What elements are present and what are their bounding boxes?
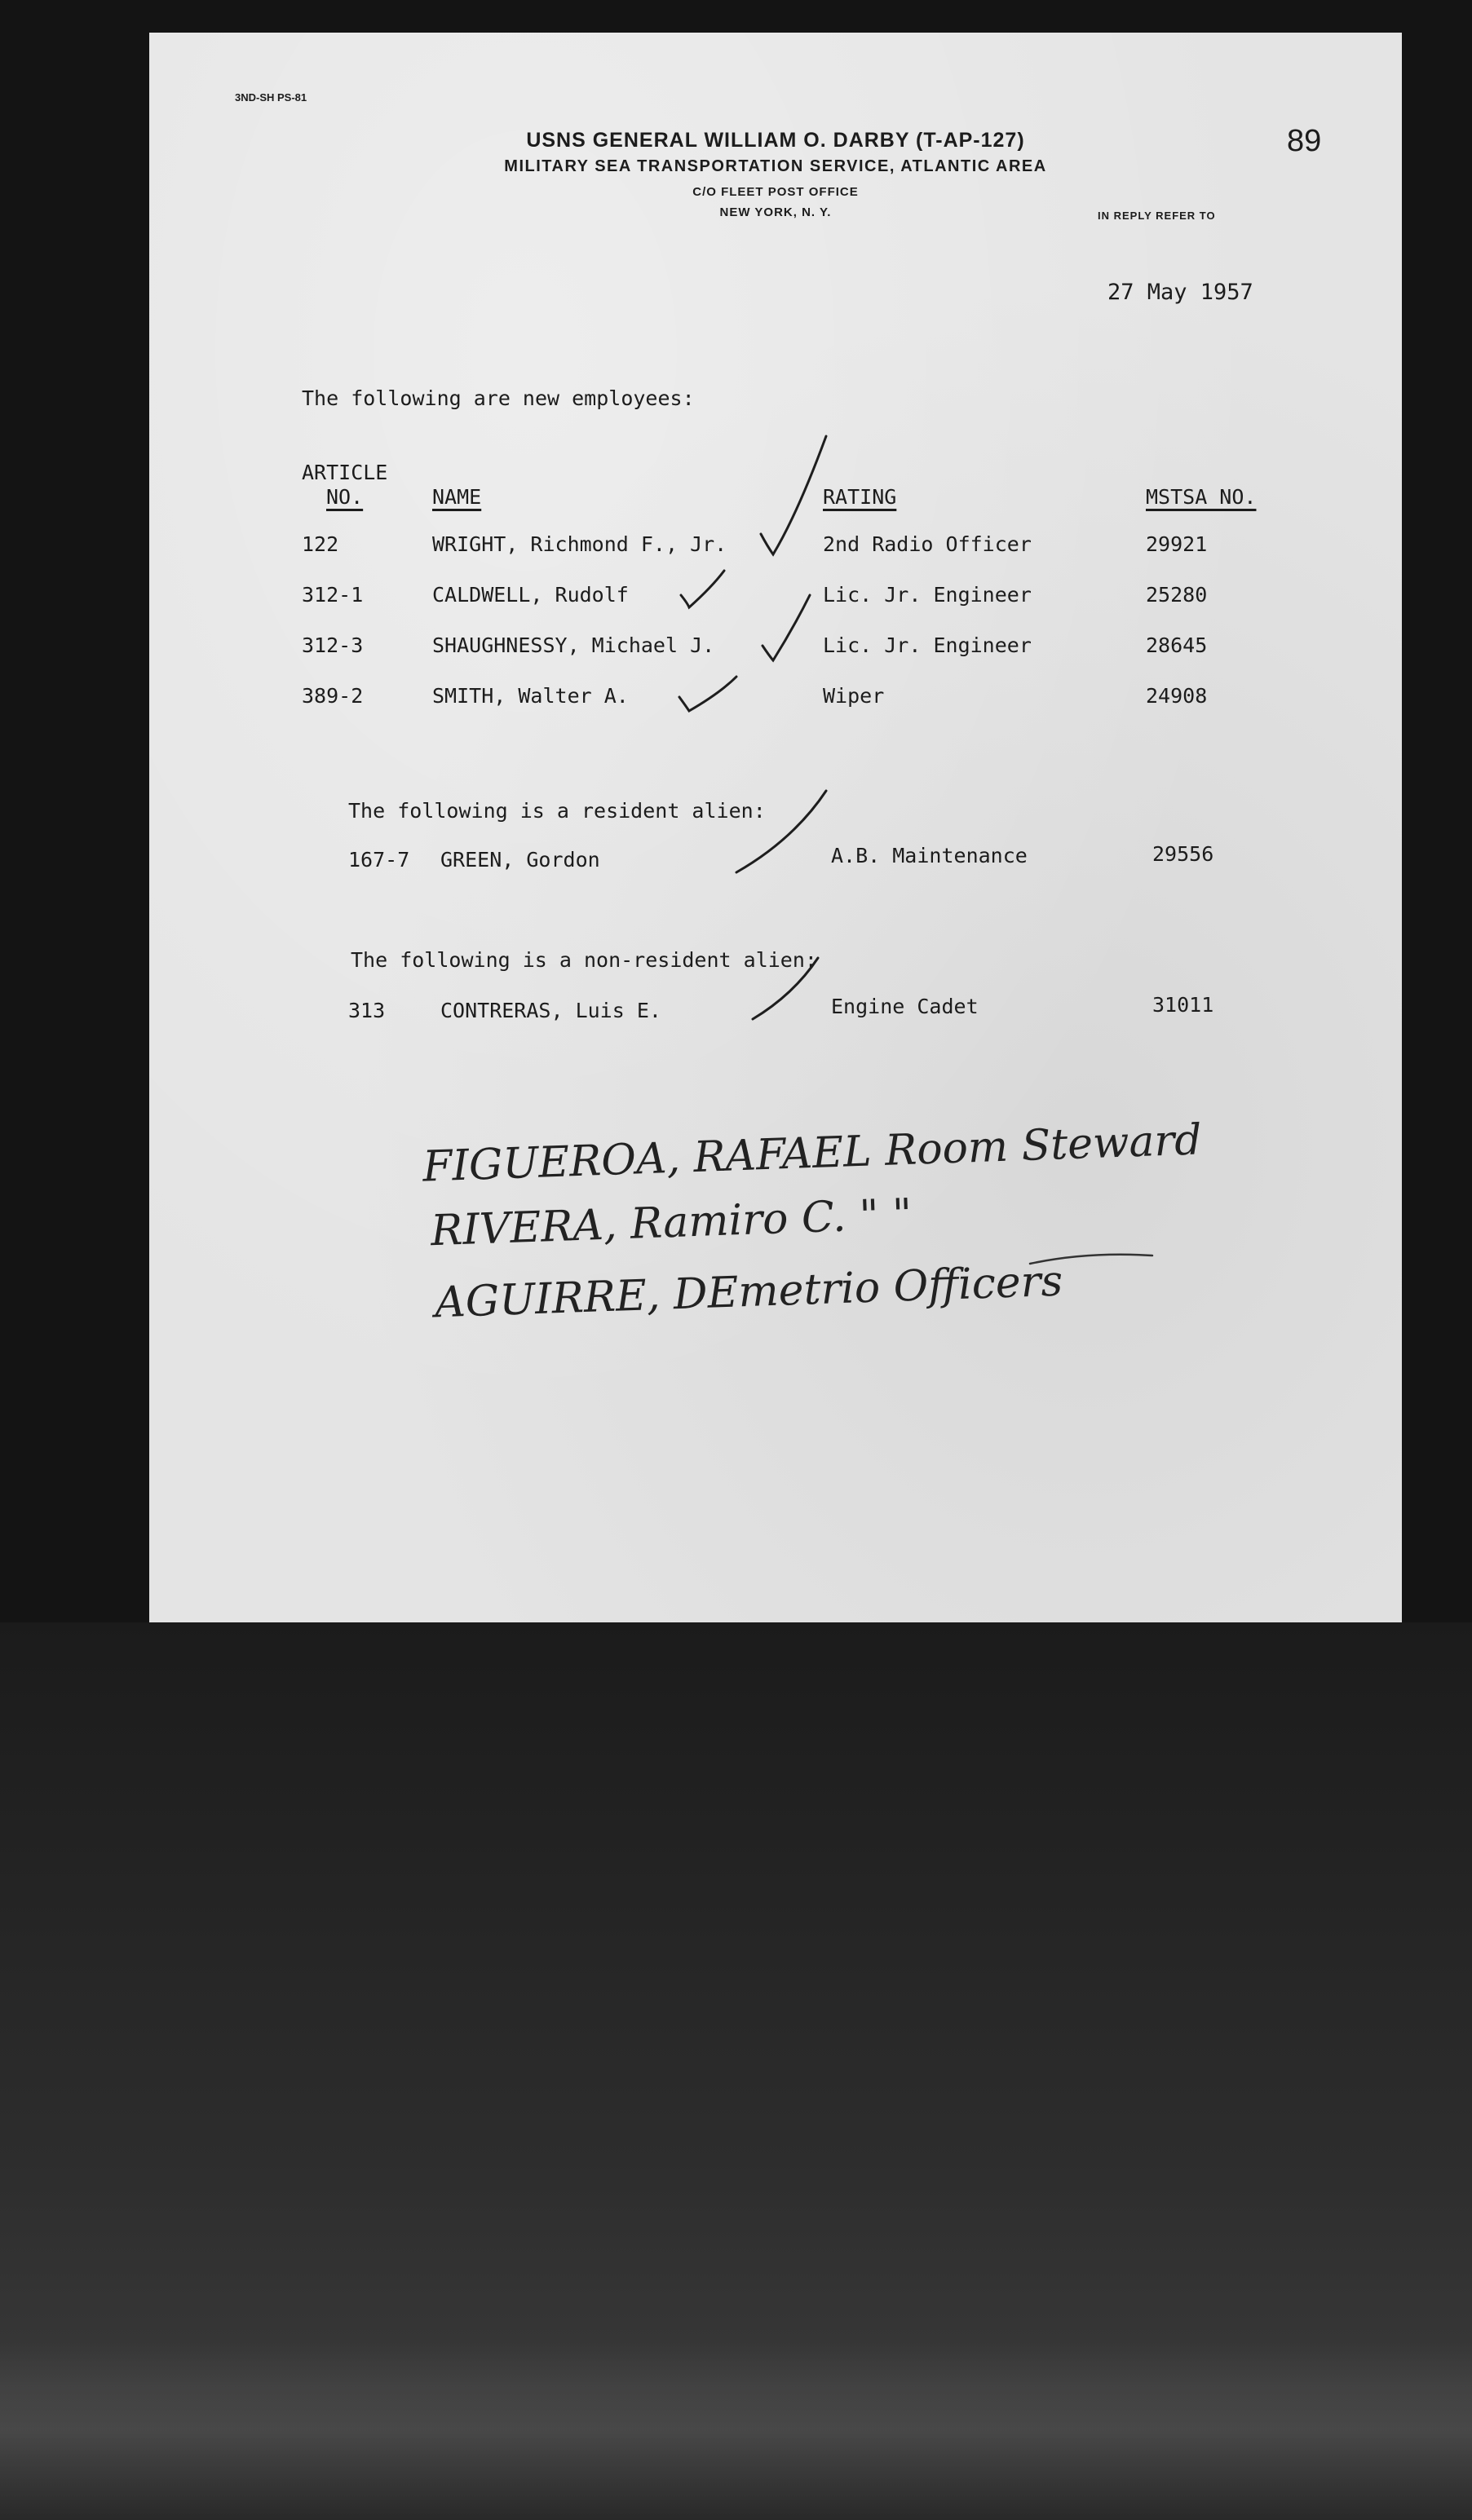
column-header-article-no: NO. [326, 485, 364, 509]
document-page [149, 33, 1402, 1622]
row-name: GREEN, Gordon [440, 848, 600, 872]
row-article: 389-2 [302, 684, 364, 708]
row-mstsa: 28645 [1146, 633, 1208, 657]
row-mstsa: 29556 [1152, 842, 1214, 866]
page-number: 89 [1287, 124, 1322, 158]
letterhead-ship-name: USNS GENERAL WILLIAM O. DARBY (T-AP-127) [526, 129, 1025, 152]
row-rating: Wiper [823, 684, 885, 708]
row-name: WRIGHT, Richmond F., Jr. [432, 532, 727, 556]
row-article: 313 [348, 999, 386, 1022]
row-name: CONTRERAS, Luis E. [440, 999, 661, 1022]
check-mark-icon [761, 436, 826, 554]
check-mark-icon [681, 571, 724, 607]
row-rating: Lic. Jr. Engineer [823, 583, 1032, 607]
row-name: SHAUGHNESSY, Michael J. [432, 633, 715, 657]
check-mark-icon [679, 677, 736, 711]
row-article: 312-1 [302, 583, 364, 607]
check-mark-icon [736, 791, 826, 872]
check-mark-icon [763, 595, 810, 660]
column-header-mstsa: MSTSA NO. [1146, 485, 1257, 509]
reply-refer-note: IN REPLY REFER TO [1098, 210, 1216, 222]
check-mark-icon [753, 958, 818, 1019]
form-code: 3ND-SH PS-81 [235, 91, 307, 104]
intro-text: The following are new employees: [302, 386, 695, 410]
handwritten-note: AGUIRRE, DEmetrio Officers [434, 1256, 1064, 1328]
row-mstsa: 24908 [1146, 684, 1208, 708]
scribble-mark [1030, 1255, 1152, 1264]
letterhead-service: MILITARY SEA TRANSPORTATION SERVICE, ATLANTIC AREA [504, 157, 1047, 175]
scanner-background [0, 1622, 1472, 2520]
row-mstsa: 31011 [1152, 993, 1214, 1017]
resident-alien-heading: The following is a resident alien: [348, 799, 766, 823]
letterhead-city: NEW YORK, N. Y. [719, 205, 832, 219]
row-rating: Lic. Jr. Engineer [823, 633, 1032, 657]
row-name: SMITH, Walter A. [432, 684, 629, 708]
column-header-article: ARTICLE [302, 461, 388, 484]
row-mstsa: 29921 [1146, 532, 1208, 556]
letterhead-post-office: C/O FLEET POST OFFICE [692, 185, 859, 199]
non-resident-alien-heading: The following is a non-resident alien: [351, 948, 817, 972]
row-rating: A.B. Maintenance [831, 844, 1028, 867]
letter-date: 27 May 1957 [1107, 280, 1253, 305]
check-marks [149, 33, 1402, 1622]
row-article: 167-7 [348, 848, 410, 872]
row-rating: 2nd Radio Officer [823, 532, 1032, 556]
row-article: 122 [302, 532, 339, 556]
row-article: 312-3 [302, 633, 364, 657]
row-name: CALDWELL, Rudolf [432, 583, 629, 607]
row-rating: Engine Cadet [831, 995, 979, 1018]
column-header-name: NAME [432, 485, 482, 509]
handwritten-note: FIGUEROA, RAFAEL Room Steward [422, 1115, 1203, 1192]
column-header-rating: RATING [823, 485, 897, 509]
row-mstsa: 25280 [1146, 583, 1208, 607]
handwritten-note: RIVERA, Ramiro C. " " [430, 1189, 913, 1256]
